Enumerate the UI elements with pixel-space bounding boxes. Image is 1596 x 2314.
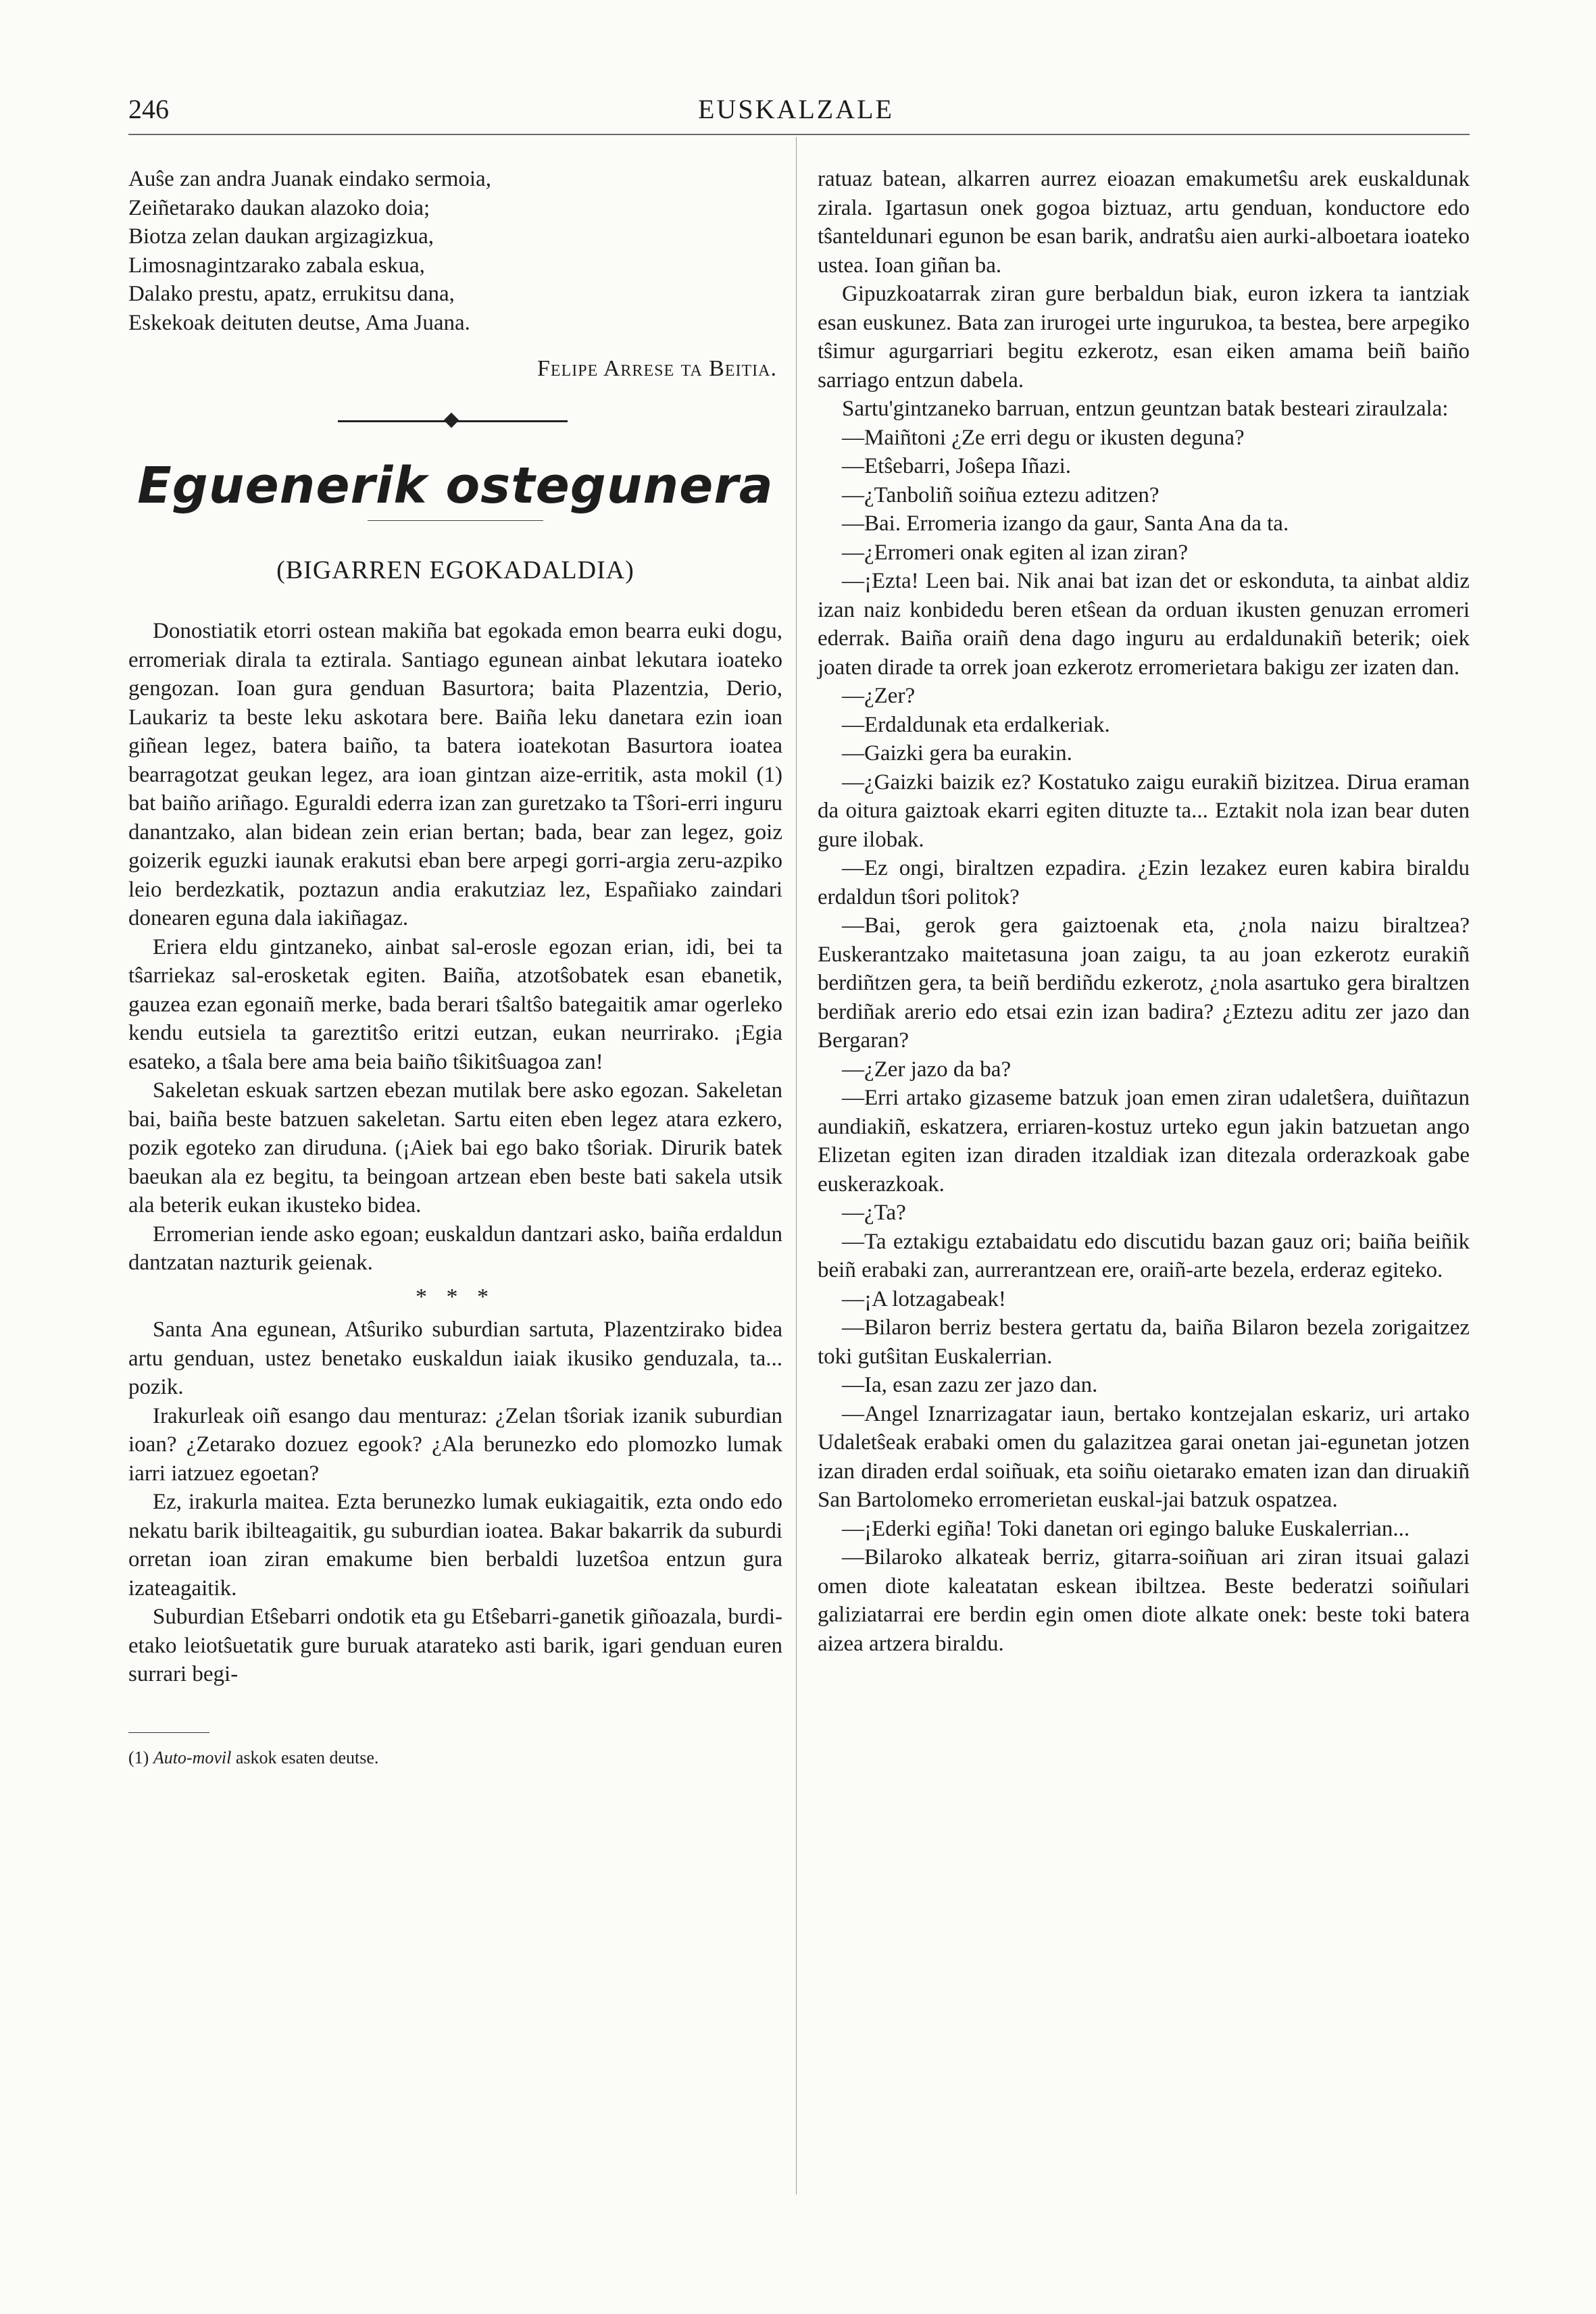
section-break-stars: * * * (416, 1284, 495, 1309)
footnote (128, 1746, 782, 1769)
dialogue-line: —Ez ongi, biraltzen ezpadira. ¿Ezin lezakez euren kabira biraldu erdaldun tŝori politok? (818, 856, 1470, 909)
footnote-term: Auto-movil (153, 1747, 232, 1767)
running-title: EUSKALZALE (698, 94, 894, 124)
column-divider (796, 137, 797, 2194)
footnote-marker: (1) (128, 1747, 149, 1767)
dialogue-line: —Etŝebarri, Joŝepa Iñazi. (842, 454, 1072, 478)
poem (128, 165, 782, 337)
poem-line: Eskekoak deituten deutse, Ama Juana. (128, 310, 470, 335)
dialogue-line: —¿Tanboliñ soiñua eztezu aditzen? (842, 482, 1159, 507)
article-subtitle: (BIGARREN EGOKADALDIA) (276, 555, 634, 584)
section-ornament (128, 408, 782, 435)
dialogue-line: —Angel Iznarrizagatar iaun, bertako kontzejalan eskariz, uri artako Udaletŝeak erabaki omen du galazitzea garai onetan jai-egunetan jotzen izan diraden erdal soiñuak, eta soiñu oietarako ematen izan dan diruakiñ San Bartolomeko erromerietan euskal-jai batzuk ospatzea. (818, 1401, 1470, 1512)
article-title: Eguenerik ostegunera (137, 456, 774, 515)
paragraph: Donostiatik etorri ostean makiña bat egokada emon bearra euki dogu, erromeriak dirala ta eztirala. Santiago egunean ainbat lekutara ioateko gengozan. Ioan gura genduan Basurtora; baita Plazentzia, Derio, Laukariz ta beste leku askotara bere. Baiña leku danetara ezin ioan giñean legez, batera baiño, ta batera ioatekotan Basurtora ioatea bearragotzat geukan legez, ara ioan gintzan aize-erritik, asta mokil (1) bat baiño ariñago. Eguraldi ederra izan zan guretzako ta Tŝori-erri inguru danantzako, alan bidean zein erian bertan; bada, bear zan legez, goiz goizerik eguzki iaunak erakutsi eban bere arpegi gorri-argia zeru-azpiko leio berdezkatik, poztazun andia erakutziaz lez, Españiako zaindari donearen eguna dala iakiñagaz. (128, 619, 782, 930)
dialogue-line: —¿Gaizki baizik ez? Kostatuko zaigu eurakiñ bizitzea. Dirua eraman da oitura gaiztoak ekarri egiten dituzte ta... Eztakit nola izan bear duten gure ilobak. (818, 770, 1470, 852)
dialogue-line: —Ta eztakigu eztabaidatu edo discutidu bazan gauz ori; baiña beiñik beiñ erabaki zan, aurrerantzean ere, oraiñ-arte bezela, erderaz egiteko. (818, 1229, 1470, 1282)
dialogue-line: —¿Zer jazo da ba? (842, 1057, 1012, 1082)
diamond-icon (444, 412, 459, 428)
footnote-rule (128, 1732, 209, 1733)
dialogue-line: —Gaizki gera ba eurakin. (842, 741, 1072, 765)
dialogue-line: —¿Erromeri onak egiten al izan ziran? (842, 540, 1189, 565)
dialogue-line: —¡Ezta! Leen bai. Nik anai bat izan det or eskonduta, ta ainbat aldiz izan naiz konbidedu beren etŝean da orduan ikusten genuzan erromeri ederrak. Baiña oraiñ dena dago inguru au erdaldunakiñ beterik; oiek joaten dirade ta orrek joan ezkerotz erromerietara bakigu zer izaten dan. (818, 569, 1470, 680)
title-rule (368, 520, 543, 521)
paragraph: Eriera eldu gintzaneko, ainbat sal-erosle egozan erian, idi, bei ta tŝarriekaz sal-erosketak egiten. Baiña, atzotŝobatek esan ebanetik, gauzea ezan egonaiñ merke, bada berari tŝaltŝo bategaitik amar ogerleko kendu eutsiela ta gareztitŝo eritzi eutzan, eukan neurrirako. ¡Egia esateko, a tŝala bere ama beia baiño tŝikitŝuagoa zan! (128, 934, 782, 1074)
dialogue-line: —¡A lotzagabeak! (842, 1286, 1006, 1311)
paragraph: Santa Ana egunean, Atŝuriko suburdian sartuta, Plazentzirako bidea artu genduan, ustez benetako euskaldun iaiak ikusiko genduzala, ta... pozik. (128, 1317, 782, 1399)
dialogue-line: —Erdaldunak eta erdalkeriak. (842, 712, 1110, 737)
paragraph: Gipuzkoatarrak ziran gure berbaldun biak, euron izkera ta iantziak esan euskunez. Bata zan irurogei urte ingurukoa, ta bestea, bere arpegiko tŝimur agurgarriari begitu ezkerotz, esan eiken amama beiñ baiño sarriago entzun dabela. (818, 282, 1470, 393)
dialogue-line: —¡Ederki egiña! Toki danetan ori egingo baluke Euskalerrian... (842, 1516, 1410, 1541)
dialogue-line: —¿Zer? (842, 684, 916, 708)
dialogue-line: —Maiñtoni ¿Ze erri degu or ikusten deguna? (842, 425, 1245, 450)
paragraph: Erromerian iende asko egoan; euskaldun dantzari asko, baiña erdaldun dantzatan nazturik geienak. (128, 1222, 782, 1275)
paragraph: Sartu'gintzaneko barruan, entzun geuntzan batak besteari ziraulzala: (842, 397, 1449, 421)
header-rule (128, 134, 1470, 135)
poem-signature: Felipe Arrese ta Beitia. (537, 356, 777, 381)
dialogue-line: —Bai, gerok gera gaiztoenak eta, ¿nola naizu biraltzea? Euskerantzako maitetasuna joan zaigu, ta au joan ezkerotz eurakiñ berdiñtzen gera, ta beiñ berdiñdu ezkerotz, ¿nola asartuko gera biraltzen berdiñak arerio edo etsai ezin izan badira? ¿Eztezu aditu zer jazo dan Bergaran? (818, 913, 1470, 1053)
dialogue-line: —Bilaroko alkateak berriz, gitarra-soiñuan ari ziran itsuai galazi omen diote kaleatatan eskean ibiltzea. Beste bederatzi soiñulari galiziatarrai ere berdin egin omen diote alkate onek: beste toki batera aizea artzera biraldu. (818, 1545, 1470, 1656)
page-number: 246 (128, 94, 169, 124)
paragraph: ratuaz batean, alkarren aurrez eioazan emakumetŝu arek euskaldunak zirala. Igartasun onek gogoa biztuaz, artu genduan, konductore edo tŝanteldunari egunon be esan barik, andratŝu aien aurki-alboetara ioateko ustea. Ioan giñan ba. (818, 167, 1470, 278)
page-header (128, 93, 1470, 134)
paragraph: Ez, irakurla maitea. Ezta berunezko lumak eukiagaitik, ezta ondo edo nekatu barik ibilteagaitik, gu suburdian ioatea. Bakar bakarrik da suburdi orretan ioan ziran emakume bien berbaldi luzetŝoa entzun gura izateagaitik. (128, 1490, 782, 1601)
dialogue-line: —Bai. Erromeria izango da gaur, Santa Ana da ta. (842, 511, 1289, 536)
dialogue-line: —¿Ta? (842, 1201, 906, 1225)
paragraph: Suburdian Etŝebarri ondotik eta gu Etŝebarri-ganetik giñoazala, burdi-etako leiotŝuetatik gure buruak atarateko asti barik, igari genduan euren surrari begi- (128, 1605, 782, 1686)
poem-line: Zeiñetarako daukan alazoko doia; (128, 195, 430, 220)
poem-line: Dalako prestu, apatz, errukitsu dana, (128, 282, 455, 306)
poem-line: Biotza zelan daukan argizagizkua, (128, 224, 434, 249)
footnote-text: askok esaten deutse. (235, 1747, 379, 1767)
poem-line: Auŝe zan andra Juanak eindako sermoia, (128, 167, 491, 191)
dialogue-line: —Erri artako gizaseme batzuk joan emen ziran udaletŝera, duiñtazun aundiakiñ, eskatzera, erriaren-kostuz urteko egun jakin batzuetan ango Elizetan egiten izan diraden itzaldiak izan ditezala orderazkoak gabe euskerazkoak. (818, 1086, 1470, 1197)
dialogue-line: —Bilaron berriz bestera gertatu da, baiña Bilaron bezela zorigaitzez toki gutŝitan Euskalerrian. (818, 1315, 1470, 1369)
dialogue-line: —Ia, esan zazu zer jazo dan. (842, 1373, 1098, 1397)
paragraph: Sakeletan eskuak sartzen ebezan mutilak bere asko egozan. Sakeletan bai, baiña beste batzuen sakeletan. Sartu eiten eben legez atara ezkero, pozik egoteko zan diruduna. (¡Aiek bai ego bako tŝoriak. Dirurik batek baeukan ala ez begitu, ta beingoan artzean eben beste bati sakela utsik ala beterik eukan ikusteko bidea. (128, 1078, 782, 1217)
right-column (818, 165, 1470, 1658)
poem-line: Limosnagintzarako zabala eskua, (128, 253, 425, 278)
left-column (128, 165, 782, 1769)
paragraph: Irakurleak oiñ esango dau menturaz: ¿Zelan tŝoriak izanik suburdian ioan? ¿Zetarako dozuez egook? ¿Ala berunezko edo plomozko lumak iarri iatzuez egoetan? (128, 1403, 782, 1486)
